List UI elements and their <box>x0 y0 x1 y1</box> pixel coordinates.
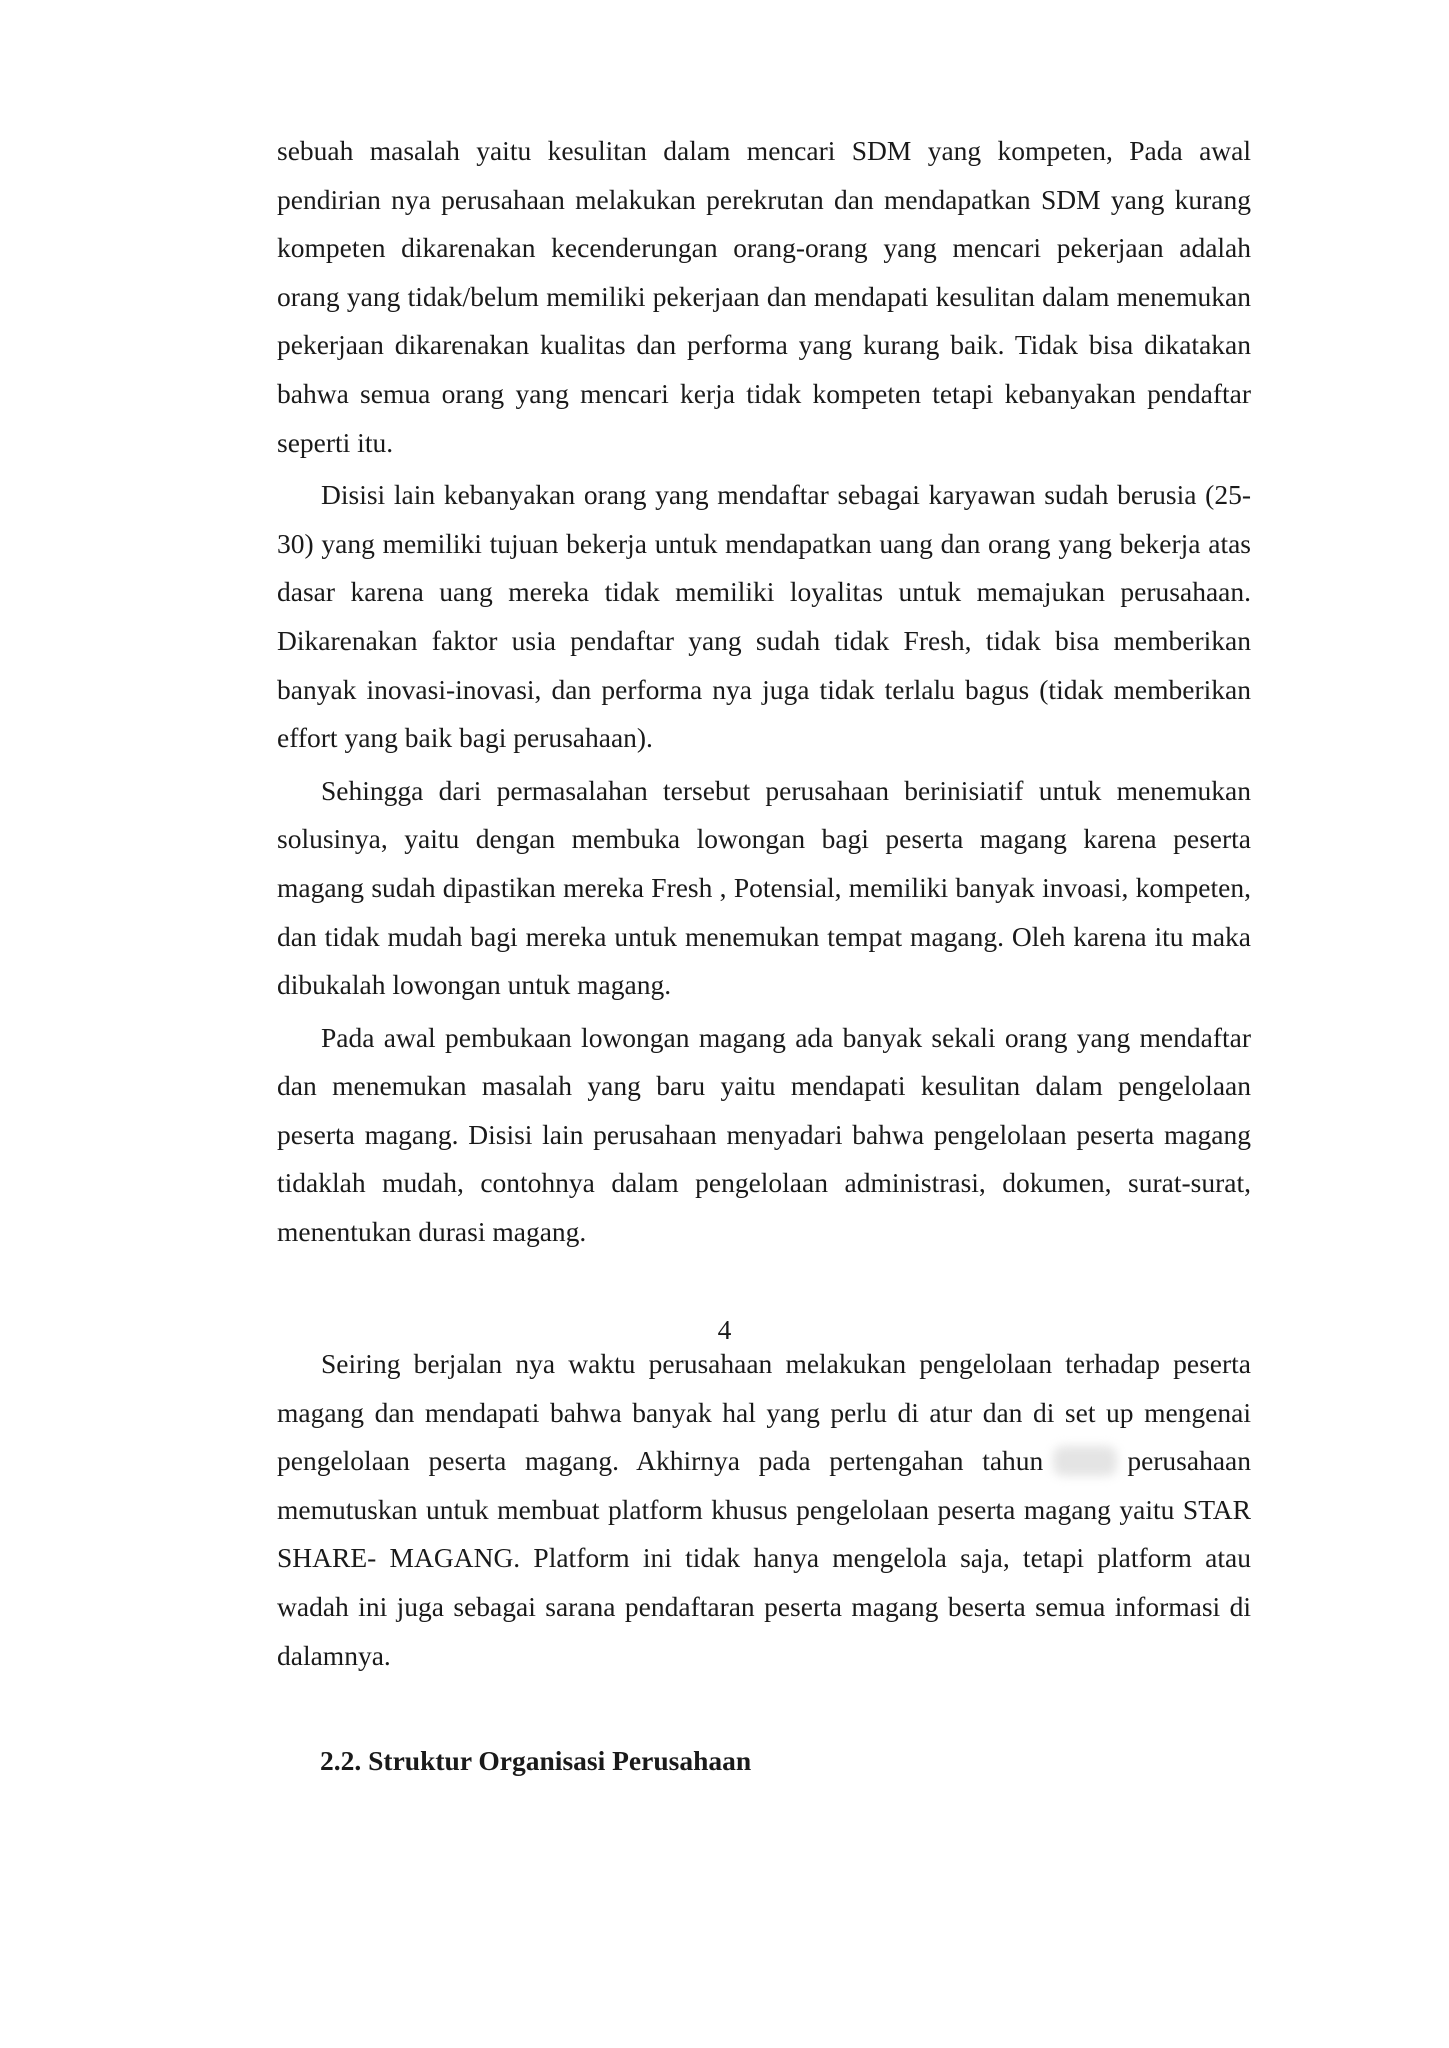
body-text-top <box>277 127 1251 1257</box>
paragraph-5-part-1: Seiring berjalan nya waktu perusahaan melakukan pengelolaan terhadap peserta magang dan mendapati bahwa banyak hal yang perlu di atur dan di set up mengenai pengelolaan peserta magang. Akhirnya pada pertengahan tahun <box>277 1348 1251 1477</box>
page-number: 4 <box>717 1314 732 1345</box>
paragraph-2: Disisi lain kebanyakan orang yang mendaftar sebagai karyawan sudah berusia (25-30) yang memiliki tujuan bekerja untuk mendapatkan uang dan orang yang bekerja atas dasar karena uang mereka tidak memiliki loyalitas untuk memajukan perusahaan. Dikarenakan faktor usia pendaftar yang sudah tidak Fresh, tidak bisa memberikan banyak inovasi-inovasi, dan performa nya juga tidak terlalu bagus (tidak memberikan effort yang baik bagi perusahaan). <box>277 479 1251 754</box>
section-heading: 2.2. Struktur Organisasi Perusahaan <box>320 1745 752 1776</box>
body-text-bottom <box>277 1340 1251 1680</box>
redacted-year <box>1053 1446 1117 1476</box>
paragraph-4: Pada awal pembukaan lowongan magang ada banyak sekali orang yang mendaftar dan menemukan masalah yang baru yaitu mendapati kesulitan dalam pengelolaan peserta magang. Disisi lain perusahaan menyadari bahwa pengelolaan peserta magang tidaklah mudah, contohnya dalam pengelolaan administrasi, dokumen, surat-surat, menentukan durasi magang. <box>277 1021 1251 1248</box>
paragraph-1: sebuah masalah yaitu kesulitan dalam mencari SDM yang kompeten, Pada awal pendirian nya perusahaan melakukan perekrutan dan mendapatkan SDM yang kurang kompeten dikarenakan kecenderungan orang-orang yang mencari pekerjaan adalah orang yang tidak/belum memiliki pekerjaan dan mendapati kesulitan dalam menemukan pekerjaan dikarenakan kualitas dan performa yang kurang baik. Tidak bisa dikatakan bahwa semua orang yang mencari kerja tidak kompeten tetapi kebanyakan pendaftar seperti itu. <box>277 135 1251 458</box>
paragraph-5-part-2: perusahaan memutuskan untuk membuat platform khusus pengelolaan peserta magang yaitu STAR SHARE- MAGANG. Platform ini tidak hanya mengelola saja, tetapi platform atau wadah ini juga sebagai sarana pendaftaran peserta magang beserta semua informasi di dalamnya. <box>277 1445 1251 1671</box>
paragraph-5 <box>277 1340 1251 1680</box>
paragraph-3: Sehingga dari permasalahan tersebut perusahaan berinisiatif untuk menemukan solusinya, yaitu dengan membuka lowongan bagi peserta magang karena peserta magang sudah dipastikan mereka Fresh , Potensial, memiliki banyak invoasi, kompeten, dan tidak mudah bagi mereka untuk menemukan tempat magang. Oleh karena itu maka dibukalah lowongan untuk magang. <box>277 774 1251 1001</box>
